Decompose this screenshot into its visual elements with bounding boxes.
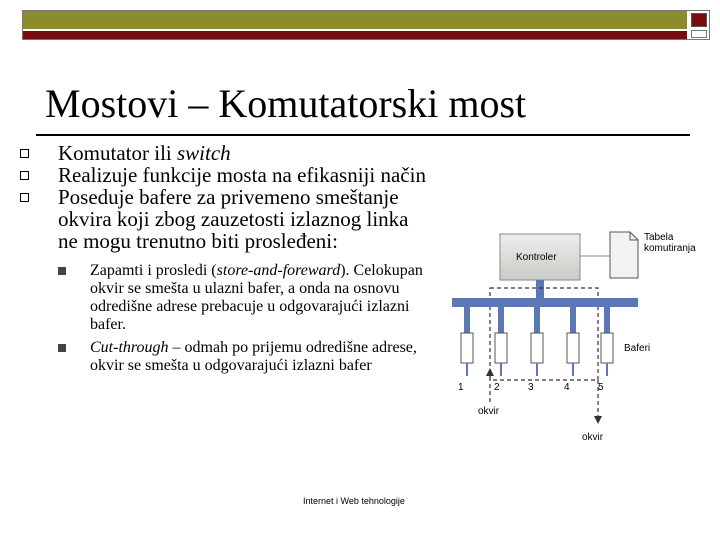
bullet-text-italic: switch bbox=[177, 141, 231, 165]
table-label-line1: Tabela bbox=[644, 232, 674, 243]
title-underline bbox=[36, 134, 690, 136]
switch-bus bbox=[452, 298, 638, 307]
footer-text: Internet i Web tehnologije bbox=[303, 496, 405, 506]
port-number: 2 bbox=[494, 382, 500, 393]
switching-table-doc-icon bbox=[610, 232, 638, 278]
sub-bullet-text: – odmah po prijemu odredišne adrese, okvir se smešta u odgovarajući izlazni bafer bbox=[90, 339, 417, 374]
port-number: 3 bbox=[528, 382, 534, 393]
decor-olive-band bbox=[23, 11, 688, 29]
port-number: 1 bbox=[458, 382, 464, 393]
port-number: 4 bbox=[564, 382, 570, 393]
bullet-item bbox=[20, 186, 430, 252]
bullet-text: Realizuje funkcije mosta na efikasniji način bbox=[58, 163, 426, 187]
square-bullet-icon bbox=[20, 149, 29, 158]
decor-maroon-band bbox=[23, 31, 687, 39]
slide-title: Mostovi – Komutatorski most bbox=[45, 81, 527, 126]
sub-bullet-item bbox=[58, 262, 430, 334]
port-number: 5 bbox=[598, 382, 604, 393]
input-frame-label: okvir bbox=[478, 406, 500, 417]
buffer-box bbox=[531, 333, 543, 363]
bullet-text: Komutator ili bbox=[58, 141, 177, 165]
controller-label: Kontroler bbox=[516, 252, 557, 263]
decor-square-dark bbox=[691, 13, 707, 27]
buffer-box bbox=[461, 333, 473, 363]
table-label-line2: komutiranja bbox=[644, 243, 696, 254]
output-frame-label: okvir bbox=[582, 432, 604, 443]
filled-square-bullet-icon bbox=[58, 267, 66, 275]
square-bullet-icon bbox=[20, 193, 29, 202]
sub-bullet-item bbox=[58, 339, 430, 375]
switch-diagram bbox=[444, 212, 720, 452]
decor-square-light bbox=[691, 30, 707, 38]
sub-bullet-text: Zapamti i prosledi ( bbox=[90, 262, 217, 279]
bullet-list bbox=[20, 142, 430, 380]
controller-bus-link bbox=[536, 280, 544, 298]
sub-bullet-text: ). Celokupan okvir se smešta u ulazni bafer, a onda na osnovu odredišne adrese prebacuje u odgovarajući izlazni bafer. bbox=[90, 262, 423, 333]
buffer-box bbox=[495, 333, 507, 363]
bullet-item bbox=[20, 164, 430, 186]
bullet-item bbox=[20, 142, 430, 164]
sub-bullet-italic: Cut-through bbox=[90, 339, 169, 356]
bullet-text: Poseduje bafere za privemeno smeštanje okvira koji zbog zauzetosti izlaznog linka ne mogu trenutno biti prosleđeni: bbox=[58, 185, 409, 253]
buffers-label: Baferi bbox=[624, 343, 651, 354]
sub-bullet-italic: store-and-foreward bbox=[216, 262, 341, 279]
sub-bullet-list bbox=[58, 262, 430, 375]
square-bullet-icon bbox=[20, 171, 29, 180]
title-decoration-bar bbox=[22, 10, 710, 40]
filled-square-bullet-icon bbox=[58, 344, 66, 352]
buffer-box bbox=[601, 333, 613, 363]
buffer-box bbox=[567, 333, 579, 363]
